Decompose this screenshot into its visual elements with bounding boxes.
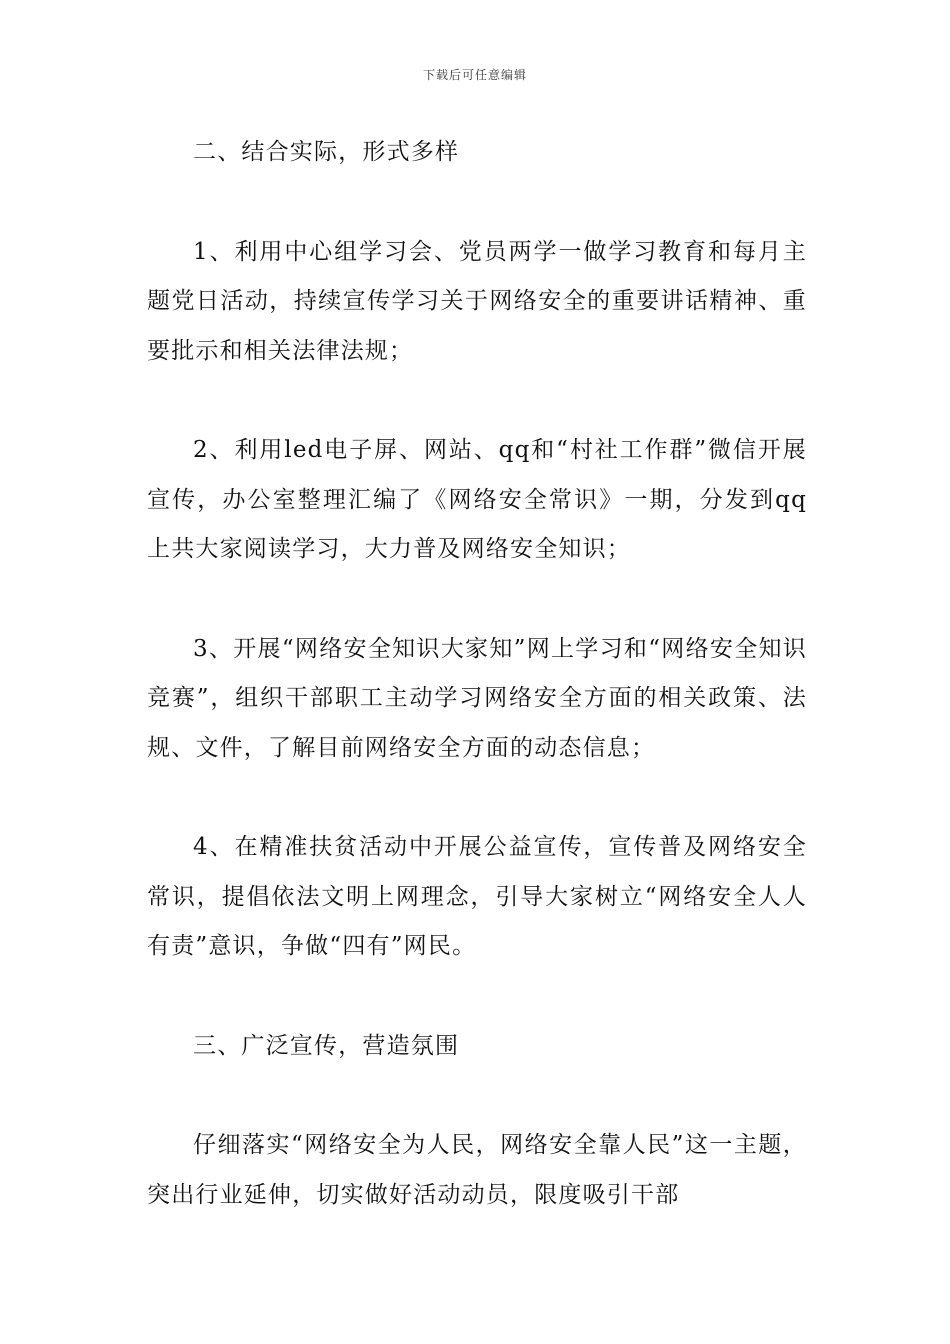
paragraph-item-1: 1、利用中心组学习会、党员两学一做学习教育和每月主题党日活动，持续宣传学习关于网络安全的重要讲话精神、重要批示和相关法律法规； — [147, 238, 807, 364]
document-body — [147, 128, 807, 1270]
paragraph-body-text: 仔细落实“网络安全为人民，网络安全靠人民”这一主题，突出行业延伸，切实做好活动动员，限度吸引干部 — [147, 1132, 807, 1208]
section-heading-3: 三、广泛宣传，营造氛围 — [193, 1032, 460, 1059]
paragraph-item-4: 4、在精准扶贫活动中开展公益宣传，宣传普及网络安全常识，提倡依法文明上网理念，引导大家树立“网络安全人人有责”意识，争做“四有”网民。 — [147, 834, 807, 959]
paragraph-item-3: 3、开展“网络安全知识大家知”网上学习和“网络安全知识竞赛”，组织干部职工主动学习网络安全方面的相关政策、法规、文件，了解目前网络安全方面的动态信息； — [147, 635, 807, 761]
section-heading-2: 二、结合实际，形式多样 — [193, 139, 460, 165]
page-header-note: 下载后可任意编辑 — [422, 68, 527, 82]
paragraph-item-2: 2、利用led电子屏、网站、qq和“村社工作群”微信开展宣传，办公室整理汇编了《网络安全常识》一期，分发到qq上共大家阅读学习，大力普及网络安全知识； — [147, 437, 807, 562]
